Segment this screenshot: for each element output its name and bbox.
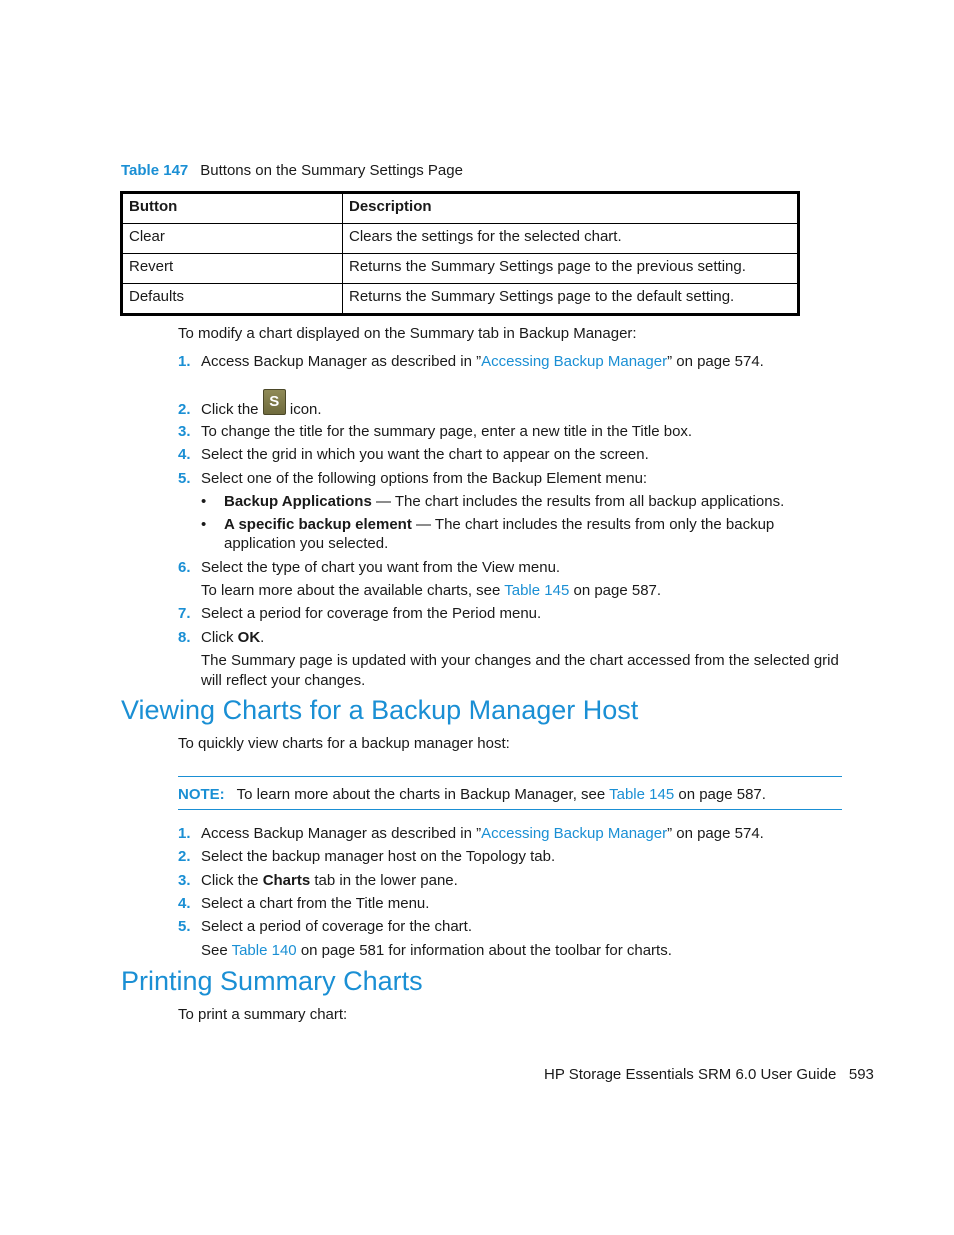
bullet-icon: • (201, 493, 207, 510)
step-item (178, 422, 843, 442)
ok-label: OK (237, 629, 261, 646)
accessing-backup-manager-link[interactable]: Accessing Backup Manager (481, 353, 668, 370)
step-item (178, 628, 843, 648)
step-text: Click the (201, 872, 263, 889)
table-caption (121, 162, 463, 179)
step-note-text: on page 587. (569, 582, 662, 599)
summary-settings-icon: S (263, 389, 286, 415)
section-heading-viewing-charts: Viewing Charts for a Backup Manager Host (121, 695, 639, 725)
note-text: To learn more about the charts in Backup Manager, see (236, 786, 610, 803)
step-number: 8. (178, 629, 191, 646)
column-header-button: Button (122, 193, 343, 224)
bullet-text: — The chart includes the results from all backup applications. (371, 493, 785, 510)
step-note-text: See (201, 942, 232, 959)
bullet-term: Backup Applications (224, 493, 372, 510)
table-145-link[interactable]: Table 145 (504, 582, 570, 599)
table-cell: Returns the Summary Settings page to the previous setting. (343, 254, 799, 284)
step-item (178, 871, 843, 891)
bullet-item (201, 515, 841, 553)
step-item (178, 445, 843, 465)
step-item (178, 469, 843, 489)
table-row (122, 254, 799, 284)
step-number: 5. (178, 918, 191, 935)
bullet-item (201, 492, 841, 511)
step-text: Select a period for coverage from the Period menu. (201, 605, 542, 622)
step-text: icon. (289, 401, 322, 418)
step-note (201, 581, 843, 601)
step-note-text: on page 581 for information about the toolbar for charts. (296, 942, 672, 959)
note-top-rule (178, 776, 842, 777)
column-header-description: Description (343, 193, 799, 224)
note-label: NOTE: (178, 786, 225, 803)
note-bottom-rule (178, 809, 842, 810)
step-item (178, 917, 843, 937)
footer-guide-title: HP Storage Essentials SRM 6.0 User Guide (544, 1066, 837, 1083)
table-row (122, 224, 799, 254)
page-footer (544, 1066, 874, 1083)
step-text: Access Backup Manager as described in ” (201, 353, 482, 370)
step-item (178, 558, 843, 578)
step-note-text: To learn more about the available charts, see (201, 582, 505, 599)
step-item (178, 894, 843, 914)
step-text: Click the (201, 401, 259, 418)
step-text: . (260, 629, 265, 646)
step-text: tab in the lower pane. (310, 872, 458, 889)
step-number: 7. (178, 605, 191, 622)
step-note: The Summary page is updated with your changes and the chart accessed from the selected grid will reflect your changes. (201, 652, 839, 689)
table-145-link[interactable]: Table 145 (609, 786, 675, 803)
step-text: Select a chart from the Title menu. (201, 895, 430, 912)
table-header-row (122, 193, 799, 224)
step-text: Select the backup manager host on the Topology tab. (201, 848, 556, 865)
step-note (201, 941, 843, 961)
bullet-term: A specific backup element (224, 516, 412, 533)
step-number: 4. (178, 895, 191, 912)
section-heading-printing-summary-charts: Printing Summary Charts (121, 966, 423, 996)
note (178, 785, 766, 805)
table-140-link[interactable]: Table 140 (231, 942, 297, 959)
table-label: Table 147 (121, 162, 189, 179)
charts-tab-label: Charts (262, 872, 311, 889)
table-cell: Clears the settings for the selected chart. (343, 224, 799, 254)
step-text: Access Backup Manager as described in ” (201, 825, 482, 842)
bullet-text: — The chart includes the results from only the backup application you selected. (224, 516, 775, 552)
table-title: Buttons on the Summary Settings Page (200, 162, 463, 179)
table-cell: Revert (122, 254, 343, 284)
step-number: 3. (178, 423, 191, 440)
page-number: 593 (848, 1066, 874, 1083)
step-number: 2. (178, 401, 191, 418)
step-item (178, 352, 843, 372)
table-cell: Returns the Summary Settings page to the default setting. (343, 284, 799, 315)
bullet-icon: • (201, 516, 207, 533)
table-cell: Clear (122, 224, 343, 254)
step-text: Select one of the following options from the Backup Element menu: (201, 470, 648, 487)
step-item (178, 847, 843, 867)
table-cell: Defaults (122, 284, 343, 315)
step-text: Click (201, 629, 238, 646)
step-item (178, 604, 843, 624)
table-row (122, 284, 799, 315)
step-text: To change the title for the summary page, enter a new title in the Title box. (201, 423, 693, 440)
step-text: Select the type of chart you want from the View menu. (201, 559, 561, 576)
step-text: Select a period of coverage for the chart. (201, 918, 472, 935)
intro-paragraph: To modify a chart displayed on the Summary tab in Backup Manager: (178, 325, 637, 342)
step-number: 1. (178, 353, 191, 370)
step-text: Select the grid in which you want the chart to appear on the screen. (201, 446, 649, 463)
step-number: 3. (178, 872, 191, 889)
note-text: on page 587. (674, 786, 766, 803)
step-text: ” on page 574. (667, 353, 764, 370)
step-text: ” on page 574. (667, 825, 764, 842)
step-number: 4. (178, 446, 191, 463)
step-number: 6. (178, 559, 191, 576)
step-item (178, 824, 843, 844)
section-intro: To quickly view charts for a backup manager host: (178, 735, 510, 752)
section-intro: To print a summary chart: (178, 1006, 348, 1023)
step-number: 2. (178, 848, 191, 865)
accessing-backup-manager-link[interactable]: Accessing Backup Manager (481, 825, 668, 842)
step-number: 1. (178, 825, 191, 842)
step-number: 5. (178, 470, 191, 487)
buttons-table (120, 191, 800, 316)
